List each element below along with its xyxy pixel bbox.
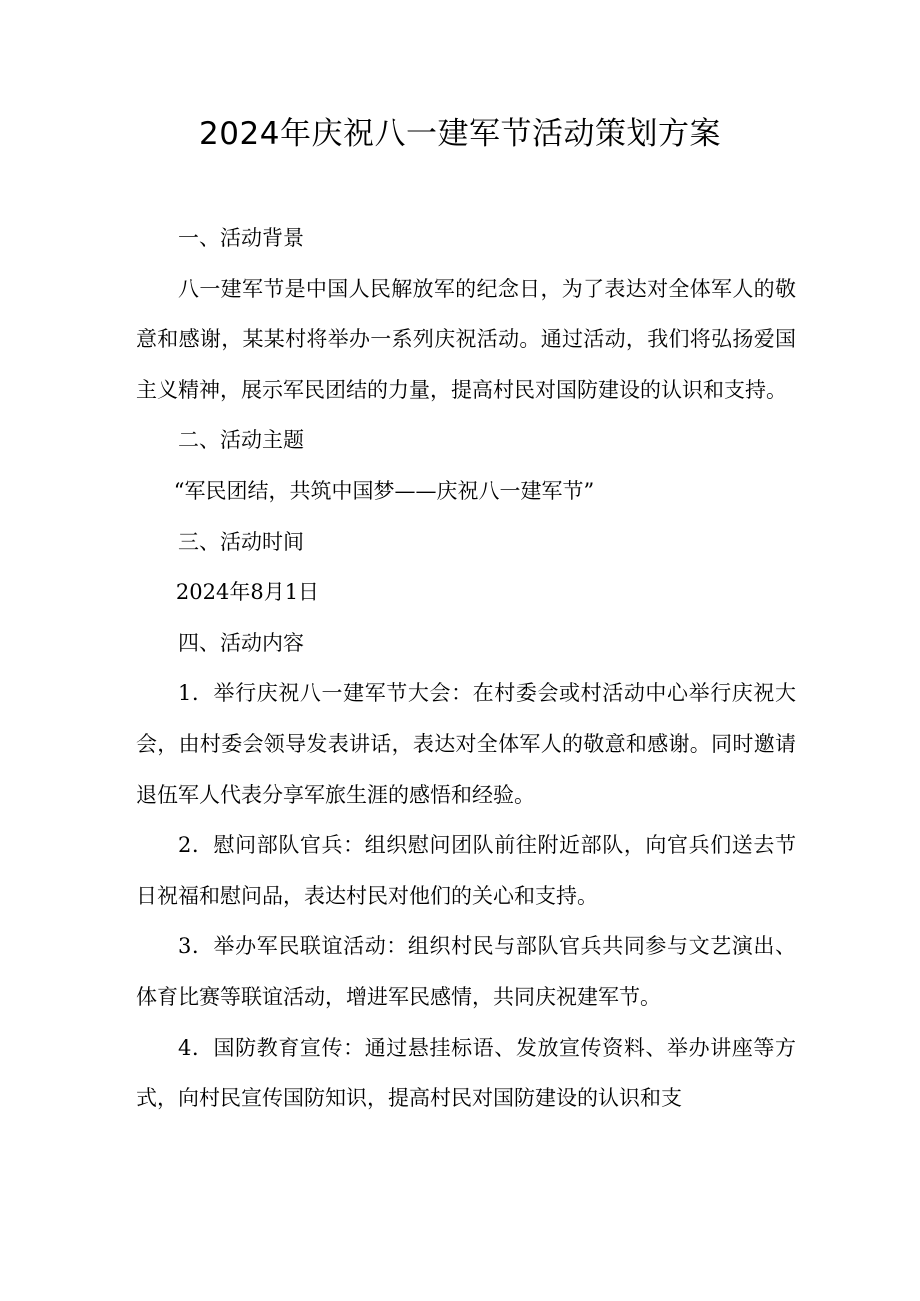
time-paragraph: 2024年8月1日 [175, 580, 320, 605]
section-heading-time: 三、活动时间 [178, 529, 304, 554]
section-heading-content: 四、活动内容 [178, 630, 304, 655]
content-item-4: 4．国防教育宣传：通过悬挂标语、发放宣传资料、举办讲座等方式，向村民宣传国防知识，提高村民对国防建设的认识和支 [136, 1035, 796, 1111]
section-heading-theme: 二、活动主题 [178, 428, 304, 453]
document-title: 2024年庆祝八一建军节活动策划方案 [199, 116, 721, 152]
theme-paragraph: “军民团结，共筑中国梦——庆祝八一建军节” [173, 478, 595, 503]
background-paragraph: 八一建军节是中国人民解放军的纪念日，为了表达对全体军人的敬意和感谢，某某村将举办一系列庆祝活动。通过活动，我们将弘扬爱国主义精神，展示军民团结的力量，提高村民对国防建设的认识和支持。 [136, 276, 796, 402]
content-item-1: 1．举行庆祝八一建军节大会：在村委会或村活动中心举行庆祝大会，由村委会领导发表讲话，表达对全体军人的敬意和感谢。同时邀请退伍军人代表分享军旅生涯的感悟和经验。 [136, 681, 796, 807]
content-item-2: 2．慰问部队官兵：组织慰问团队前往附近部队，向官兵们送去节日祝福和慰问品，表达村民对他们的关心和支持。 [136, 833, 796, 908]
section-heading-background: 一、活动背景 [178, 226, 304, 250]
content-item-3: 3．举办军民联谊活动：组织村民与部队官兵共同参与文艺演出、体育比赛等联谊活动，增进军民感情，共同庆祝建军节。 [136, 934, 796, 1009]
document-body [136, 213, 796, 1124]
